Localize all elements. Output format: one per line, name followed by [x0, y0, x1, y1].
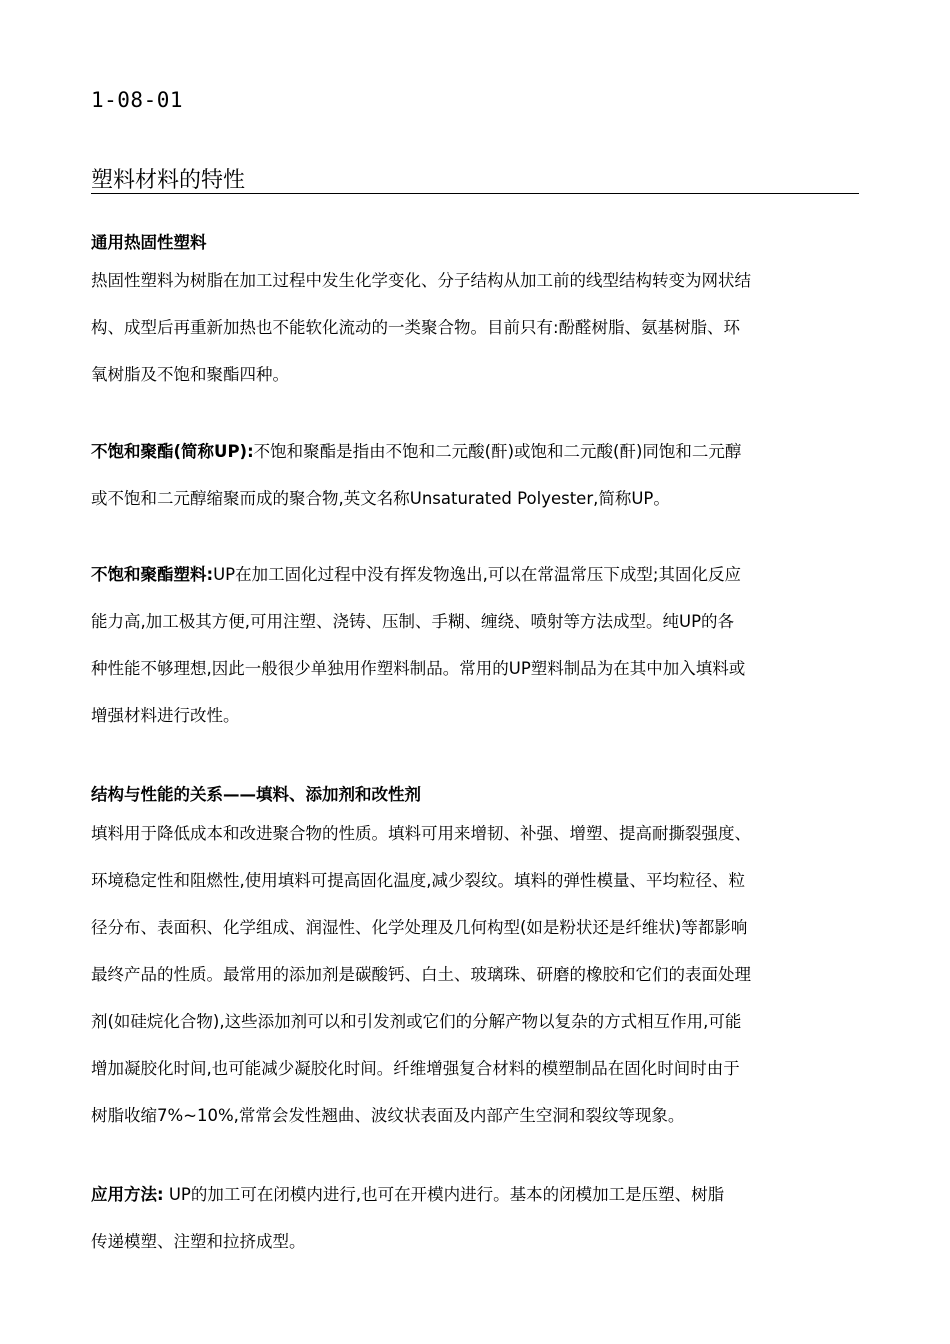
- paragraph-line: 树脂收缩7%~10%,常常会发性翘曲、波纹状表面及内部产生空洞和裂纹等现象。: [91, 1106, 685, 1125]
- paragraph-line: [91, 1171, 859, 1218]
- paragraph-line: 填料用于降低成本和改进聚合物的性质。填料可用来增韧、补强、增塑、提高耐撕裂强度、: [91, 824, 751, 843]
- paragraph-line: 传递模塑、注塑和拉挤成型。: [91, 1232, 306, 1251]
- paragraph-line: 剂(如硅烷化合物),这些添加剂可以和引发剂或它们的分解产物以复杂的方式相互作用,可能: [91, 1012, 742, 1031]
- paragraph-line: 氧树脂及不饱和聚酯四种。: [91, 365, 289, 384]
- paragraph-line: 增强材料进行改性。: [91, 706, 240, 725]
- section-body-up-definition: [91, 428, 859, 522]
- section-heading-thermoset: 通用热固性塑料: [91, 233, 207, 252]
- page-title: 塑料材料的特性: [91, 168, 246, 193]
- paragraph-line: [91, 551, 859, 598]
- paragraph-line: [91, 428, 859, 475]
- paragraph-text: UP的加工可在闭模内进行,也可在开模内进行。基本的闭模加工是压塑、树脂: [163, 1185, 725, 1204]
- paragraph-text: 不饱和聚酯是指由不饱和二元酸(酐)或饱和二元酸(酐)同饱和二元醇: [253, 442, 742, 461]
- document-code: 1-08-01: [91, 88, 184, 112]
- paragraph-line: 增加凝胶化时间,也可能减少凝胶化时间。纤维增强复合材料的模塑制品在固化时间时由于: [91, 1059, 740, 1078]
- title-underline: [91, 193, 859, 194]
- paragraph-line: 种性能不够理想,因此一般很少单独用作塑料制品。常用的UP塑料制品为在其中加入填料或: [91, 659, 746, 678]
- section-body-thermoset: [91, 257, 859, 398]
- paragraph-line: 热固性塑料为树脂在加工过程中发生化学变化、分子结构从加工前的线型结构转变为网状结: [91, 271, 751, 290]
- paragraph-line: 最终产品的性质。最常用的添加剂是碳酸钙、白土、玻璃珠、研磨的橡胶和它们的表面处理: [91, 965, 751, 984]
- paragraph-line: 能力高,加工极其方便,可用注塑、浇铸、压制、手糊、缠绕、喷射等方法成型。纯UP的各: [91, 612, 735, 631]
- paragraph-line: 环境稳定性和阻燃性,使用填料可提高固化温度,减少裂纹。填料的弹性模量、平均粒径、粒: [91, 871, 745, 890]
- section-body-up-plastics: [91, 551, 859, 739]
- section-body-application: [91, 1171, 859, 1265]
- paragraph-line: 构、成型后再重新加热也不能软化流动的一类聚合物。目前只有:酚醛树脂、氨基树脂、环: [91, 318, 741, 337]
- section-heading-fillers: 结构与性能的关系——填料、添加剂和改性剂: [91, 785, 421, 804]
- section-body-fillers: [91, 810, 859, 1139]
- definition-lead: 应用方法:: [91, 1185, 164, 1204]
- paragraph-line: 或不饱和二元醇缩聚而成的聚合物,英文名称Unsaturated Polyester,简称UP。: [91, 489, 670, 508]
- paragraph-text: UP在加工固化过程中没有挥发物逸出,可以在常温常压下成型;其固化反应: [213, 565, 741, 584]
- definition-lead: 不饱和聚酯塑料:: [91, 565, 214, 584]
- definition-lead: 不饱和聚酯(简称UP):: [91, 442, 254, 461]
- paragraph-line: 径分布、表面积、化学组成、润湿性、化学处理及几何构型(如是粉状还是纤维状)等都影响: [91, 918, 748, 937]
